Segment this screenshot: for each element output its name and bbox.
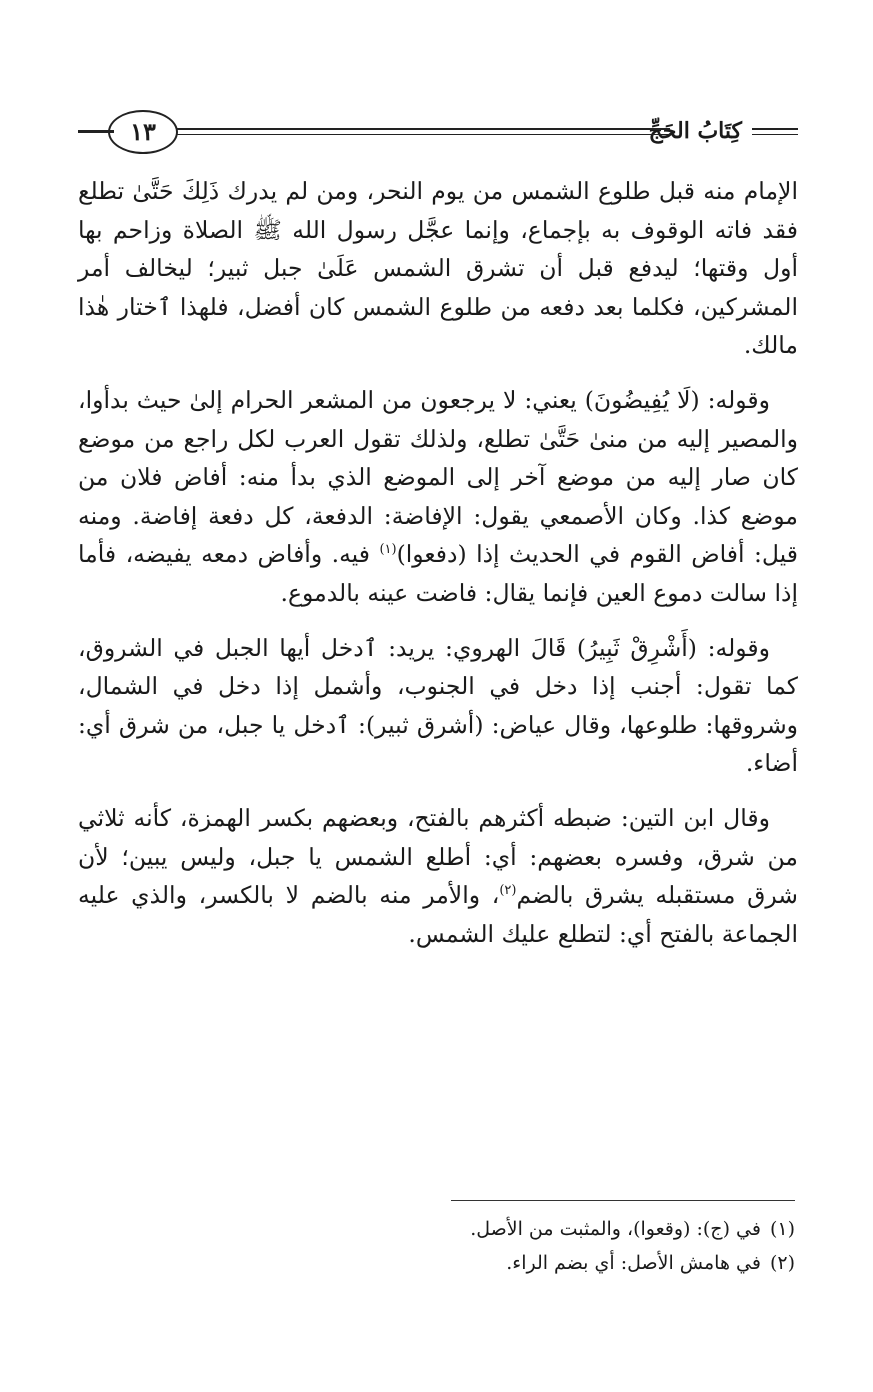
paragraph-3-text: وقوله: (أَشْرِقْ ثَبِيرُ) قَالَ الهروي: يريد: ٱدخل أيها الجبل في الشروق، كما تقول: أجنب إذا دخل في الجنوب، وأشمل إذا دخل في الشمال، وشروقها: طلوعها، وقال عياض: (أشرق ثبير): ٱدخل يا جبل، من شرق أي: أضاء. (78, 633, 798, 778)
paragraph-2 (78, 381, 798, 613)
paragraph-2-text-before: وقوله: (لَا يُفِيضُونَ) يعني: لا يرجعون من المشعر الحرام إلىٰ حيث بدأوا، والمصير إليه من منىٰ حَتَّىٰ تطلع، ولذلك تقول العرب لكل راجع من موضع كان صار إليه من موضع آخر إلى الموضع الذي بدأ منه: أفاض فلان من موضع كذا. وكان الأصمعي يقول: الإفاضة: الدفعة، كل دفعة إفاضة. ومنه قيل: أفاض القوم في الحديث إذا (دفعوا) (78, 385, 799, 569)
footnote-1-number: (١) (769, 1218, 795, 1240)
paragraph-4-text-after: ، والأمر منه بالضم لا بالكسر، والذي عليه الجماعة بالفتح أي: لتطلع عليك الشمس. (78, 881, 798, 948)
footnote-ref-1[interactable]: (١) (379, 542, 397, 558)
paragraph-2-text-after: فيه. وأفاض دمعه يفيضه، فأما إذا سالت دموع العين فإنما يقال: فاضت عينه بالدموع. (78, 540, 798, 607)
header-rule-left (78, 130, 114, 133)
paragraph-3 (78, 629, 798, 783)
page-number-oval (108, 110, 178, 154)
header-rule-right-top (752, 128, 798, 130)
paragraph-4-text-before: وقال ابن التين: ضبطه أكثرهم بالفتح، وبعضهم بكسر الهمزة، كأنه ثلاثي من شرق، وفسره بعضهم: أي: أطلع الشمس يا جبل، وليس يبين؛ لأن شرق مستقبله يشرق بالضم (78, 803, 798, 910)
footnote-2-text: في هامش الأصل: أي بضم الراء. (506, 1252, 761, 1274)
paragraph-1 (78, 172, 798, 365)
footnote-ref-2[interactable]: (٢) (499, 883, 517, 899)
header-rule-bottom (174, 134, 670, 135)
header-rule-top (174, 128, 670, 130)
paragraph-1-text: الإمام منه قبل طلوع الشمس من يوم النحر، ومن لم يدرك ذَلِكَ حَتَّىٰ تطلع فقد فاته الوقوف به بإجماع، وإنما عجَّل رسول الله ﷺ الصلاة وزاحم بها أول وقتها؛ ليدفع قبل أن تشرق الشمس عَلَىٰ جبل ثبير؛ ليخالف أمر المشركين، فكلما بعد دفعه من طلوع الشمس كان أفضل، فلهذا ٱختار هٰذا مالك. (78, 177, 798, 360)
book-title: كِتَابُ الحَجِّ (648, 118, 742, 144)
footnote-1 (75, 1212, 795, 1246)
footnotes (75, 1212, 795, 1280)
footnote-2 (75, 1246, 795, 1280)
footnote-1-text: في (ج): (وقعوا)، والمثبت من الأصل. (470, 1218, 761, 1240)
page-number: ١٣ (130, 117, 156, 146)
main-text (78, 172, 798, 969)
paragraph-4 (78, 799, 798, 953)
footnote-2-number: (٢) (769, 1252, 795, 1274)
header-rule-right-bottom (752, 134, 798, 135)
footnote-separator (451, 1200, 795, 1201)
running-header (78, 114, 798, 160)
